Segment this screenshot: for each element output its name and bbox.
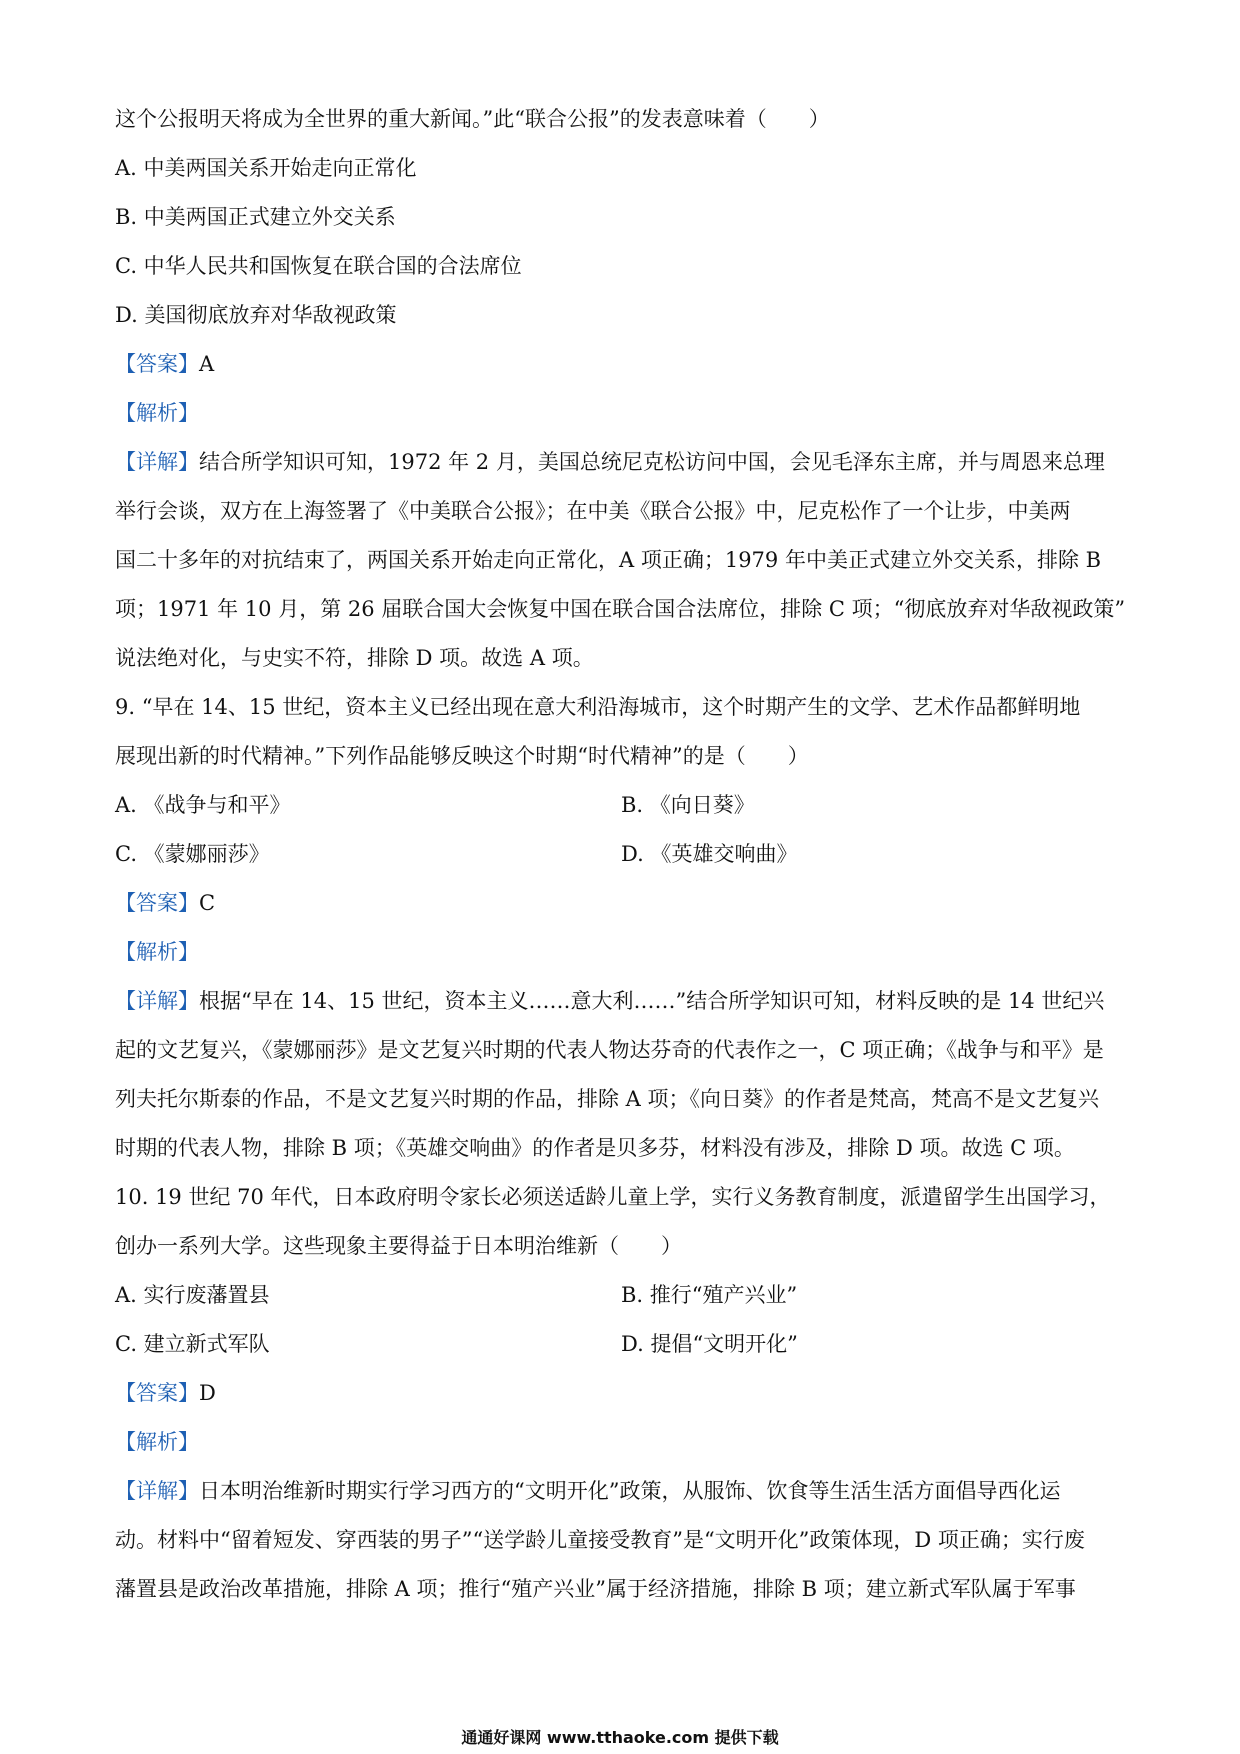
q9-option-a: A. 《战争与和平》 xyxy=(115,793,291,817)
q9-option-d: D. 《英雄交响曲》 xyxy=(621,842,798,866)
answer-tag: 【答案】 xyxy=(115,352,199,376)
q8-option-a: A. 中美两国关系开始走向正常化 xyxy=(115,156,417,180)
q9-option-b: B. 《向日葵》 xyxy=(621,793,755,817)
q9-answer-line xyxy=(115,888,1130,918)
q10-detail-line-3: 藩置县是政治改革措施，排除 A 项；推行“殖产兴业”属于经济措施，排除 B 项；建立新式军队属于军事 xyxy=(115,1577,1076,1601)
q10-option-d: D. 提倡“文明开化” xyxy=(621,1332,798,1356)
q8-option-c: C. 中华人民共和国恢复在联合国的合法席位 xyxy=(115,254,522,278)
q9-detail-line-1: 【详解】根据“早在 14、15 世纪，资本主义……意大利……”结合所学知识可知，材料反映的是 14 世纪兴 xyxy=(115,989,1105,1013)
q8-option-d: D. 美国彻底放弃对华敌视政策 xyxy=(115,303,397,327)
q10-option-b: B. 推行“殖产兴业” xyxy=(621,1283,798,1307)
q8-detail-line-4: 项；1971 年 10 月，第 26 届联合国大会恢复中国在联合国合法席位，排除 C 项；“彻底放弃对华敌视政策” xyxy=(115,597,1126,621)
q8-detail-line-5: 说法绝对化，与史实不符，排除 D 项。故选 A 项。 xyxy=(115,646,594,670)
q10-answer: D xyxy=(199,1381,216,1405)
q10-stem-line-2: 创办一系列大学。这些现象主要得益于日本明治维新（ ） xyxy=(115,1234,682,1258)
q8-detail-line-3: 国二十多年的对抗结束了，两国关系开始走向正常化，A 项正确；1979 年中美正式建立外交关系，排除 B xyxy=(115,548,1102,572)
detail-tag: 【详解】 xyxy=(115,1479,199,1503)
q10-detail-line-2: 动。材料中“留着短发、穿西装的男子”“送学龄儿童接受教育”是“文明开化”政策体现，D 项正确；实行废 xyxy=(115,1528,1085,1552)
q10-option-a: A. 实行废藩置县 xyxy=(115,1283,270,1307)
q9-answer: C xyxy=(199,891,216,915)
q10-stem-line-1: 10. 19 世纪 70 年代，日本政府明令家长必须送适龄儿童上学，实行义务教育制度，派遣留学生出国学习， xyxy=(115,1185,1111,1209)
q9-option-c: C. 《蒙娜丽莎》 xyxy=(115,842,270,866)
detail-tag: 【详解】 xyxy=(115,450,199,474)
q9-detail-line-3: 列夫托尔斯泰的作品，不是文艺复兴时期的作品，排除 A 项；《向日葵》的作者是梵高，梵高不是文艺复兴 xyxy=(115,1087,1100,1111)
answer-tag: 【答案】 xyxy=(115,891,199,915)
q9-detail-line-4: 时期的代表人物，排除 B 项；《英雄交响曲》的作者是贝多芬，材料没有涉及，排除 D 项。故选 C 项。 xyxy=(115,1136,1075,1160)
q8-answer: A xyxy=(199,352,215,376)
page-footer: 通通好课网 www.tthaoke.com 提供下载 xyxy=(461,1728,779,1747)
q10-analysis-tag: 【解析】 xyxy=(115,1430,199,1454)
q8-detail-line-1: 【详解】结合所学知识可知，1972 年 2 月，美国总统尼克松访问中国，会见毛泽东主席，并与周恩来总理 xyxy=(115,450,1105,474)
q8-answer-line xyxy=(115,349,1130,379)
detail-tag: 【详解】 xyxy=(115,989,199,1013)
q10-option-c: C. 建立新式军队 xyxy=(115,1332,270,1356)
q8-stem-tail: 这个公报明天将成为全世界的重大新闻。”此“联合公报”的发表意味着（ ） xyxy=(115,107,830,131)
q9-analysis-tag: 【解析】 xyxy=(115,940,199,964)
q8-analysis-tag: 【解析】 xyxy=(115,401,199,425)
q10-answer-line xyxy=(115,1378,1130,1408)
q9-detail-line-2: 起的文艺复兴，《蒙娜丽莎》是文艺复兴时期的代表人物达芬奇的代表作之一，C 项正确；《战争与和平》是 xyxy=(115,1038,1104,1062)
answer-tag: 【答案】 xyxy=(115,1381,199,1405)
q10-detail-line-1: 【详解】日本明治维新时期实行学习西方的“文明开化”政策，从服饰、饮食等生活生活方面倡导西化运 xyxy=(115,1479,1061,1503)
q8-option-b: B. 中美两国正式建立外交关系 xyxy=(115,205,396,229)
q8-detail-line-2: 举行会谈，双方在上海签署了《中美联合公报》；在中美《联合公报》中，尼克松作了一个让步，中美两 xyxy=(115,499,1071,523)
q9-stem-line-1: 9. “早在 14、15 世纪，资本主义已经出现在意大利沿海城市，这个时期产生的文学、艺术作品都鲜明地 xyxy=(115,695,1081,719)
q9-stem-line-2: 展现出新的时代精神。”下列作品能够反映这个时期“时代精神”的是（ ） xyxy=(115,744,809,768)
